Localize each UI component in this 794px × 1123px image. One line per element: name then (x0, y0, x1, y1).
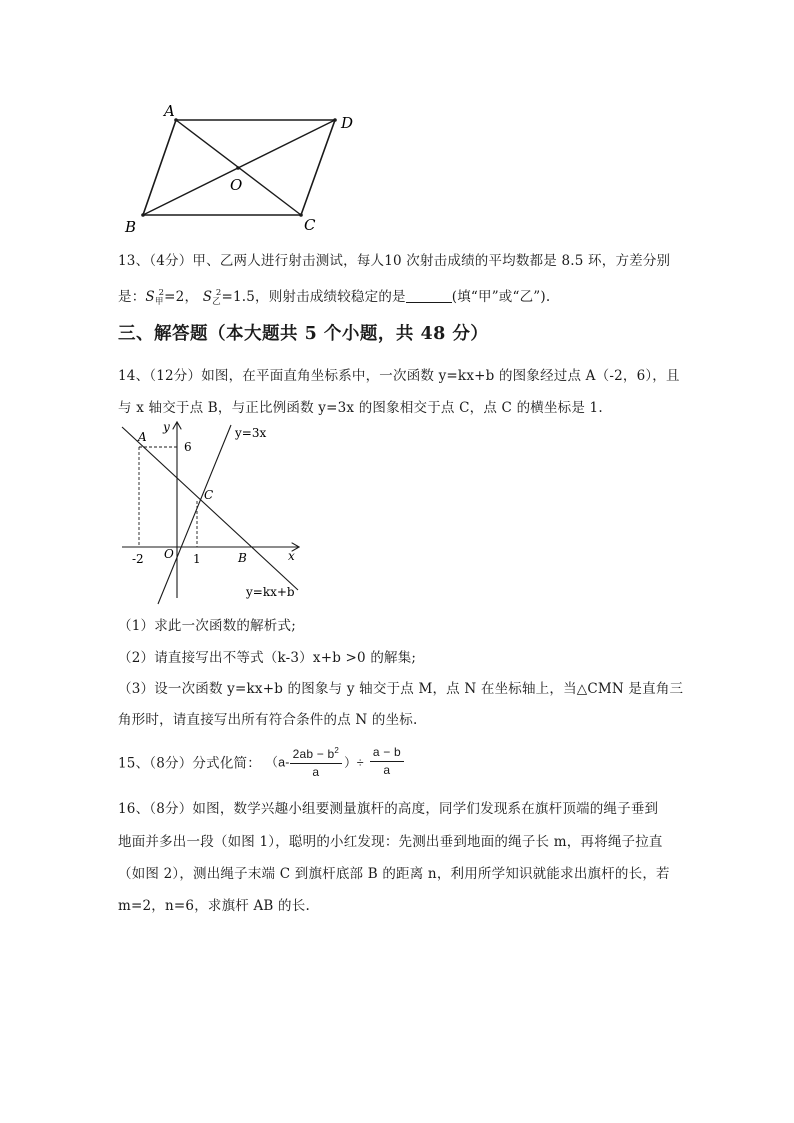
graph-line-kxb-label: y=kx+b (246, 585, 295, 599)
q16-line4: m=2，n=6，求旗杆 AB 的长. (118, 898, 310, 914)
variance-jia-sup: 2 (158, 288, 165, 298)
q13-line1: 13、（4分）甲、乙两人进行射击测试，每人10 次射击成绩的平均数都是 8.5 环，方差分别 (118, 253, 671, 269)
q13-suffix: (填“甲”或“乙”). (451, 289, 551, 305)
fraction-2 (370, 744, 404, 779)
fraction-2-denominator: a (383, 763, 391, 777)
variance-jia-value: =2， (164, 289, 199, 305)
variance-yi-sup: 2 (215, 288, 222, 298)
line-kx-plus-b (122, 427, 298, 590)
q14-part3-line2: 角形时，请直接写出所有符合条件的点 N 的坐标. (118, 712, 418, 728)
graph-label-o: O (164, 547, 174, 561)
q16-line2: 地面并多出一段（如图 1），聪明的小红发现：先测出垂到地面的绳子长 m，再将绳子拉直 (118, 834, 663, 850)
q15-open: （a- (265, 755, 290, 770)
fraction-2-numerator: a − b (370, 744, 404, 762)
label-b: B (125, 218, 137, 236)
label-d: D (341, 114, 354, 132)
graph-tick-neg2: -2 (132, 552, 144, 566)
parallelogram-figure (118, 98, 368, 238)
q14-line1: 14、（12分）如图，在平面直角坐标系中，一次函数 y=kx+b 的图象经过点 A（-2，6），且 (118, 368, 680, 384)
graph-tick-6: 6 (184, 440, 192, 454)
graph-line-3x-label: y=3x (235, 426, 267, 440)
answer-blank[interactable] (406, 289, 452, 303)
q16-line3: （如图 2），测出绳子末端 C 到旗杆底部 B 的距离 n，利用所学知识就能求出旗杆的长，若 (118, 866, 670, 882)
variance-yi-value: =1.5，则射击成绩较稳定的是 (221, 289, 406, 305)
line-3x (158, 425, 231, 604)
q15-close-div: ）÷ (344, 755, 364, 770)
variance-jia-symbol: S (145, 289, 155, 305)
graph-label-c: C (204, 488, 214, 502)
fraction-1-exponent: 2 (334, 746, 340, 755)
q14-part2: （2）请直接写出不等式（k-3）x+b >0 的解集; (118, 650, 417, 666)
q15-prefix: 15、（8分）分式化简： (118, 755, 261, 772)
q14-part1: （1）求此一次函数的解析式; (118, 618, 296, 634)
label-a: A (164, 102, 175, 120)
variance-yi-sub: 乙 (212, 297, 221, 307)
variance-jia-sub: 甲 (154, 297, 164, 307)
graph-tick-1: 1 (193, 552, 201, 566)
graph-y-label: y (163, 420, 170, 434)
q14-line2: 与 x 轴交于点 B，与正比例函数 y=3x 的图象相交于点 C，点 C 的横坐标是 1. (118, 400, 603, 416)
q13-prefix: 是： (118, 289, 146, 305)
fraction-1 (290, 742, 342, 781)
variance-yi-symbol: S (202, 289, 213, 305)
fraction-1-numerator: 2ab − b (292, 747, 335, 761)
label-o: O (230, 176, 243, 194)
section-title: 三、解答题（本大题共 5 个小题，共 48 分） (118, 324, 489, 344)
q14-part3-line1: （3）设一次函数 y=kx+b 的图象与 y 轴交于点 M，点 N 在坐标轴上，当△CMN 是直角三 (118, 681, 684, 697)
graph-x-label: x (288, 549, 295, 563)
label-c: C (304, 216, 316, 234)
q13-line2 (118, 285, 550, 307)
graph-label-a: A (138, 430, 147, 444)
q15-line (118, 742, 404, 781)
q16-line1: 16、（8分）如图，数学兴趣小组要测量旗杆的高度，同学们发现系在旗杆顶端的绳子垂到 (118, 801, 659, 817)
graph-label-b: B (238, 551, 247, 565)
coordinate-graph (118, 420, 308, 608)
fraction-1-denominator: a (312, 765, 320, 779)
